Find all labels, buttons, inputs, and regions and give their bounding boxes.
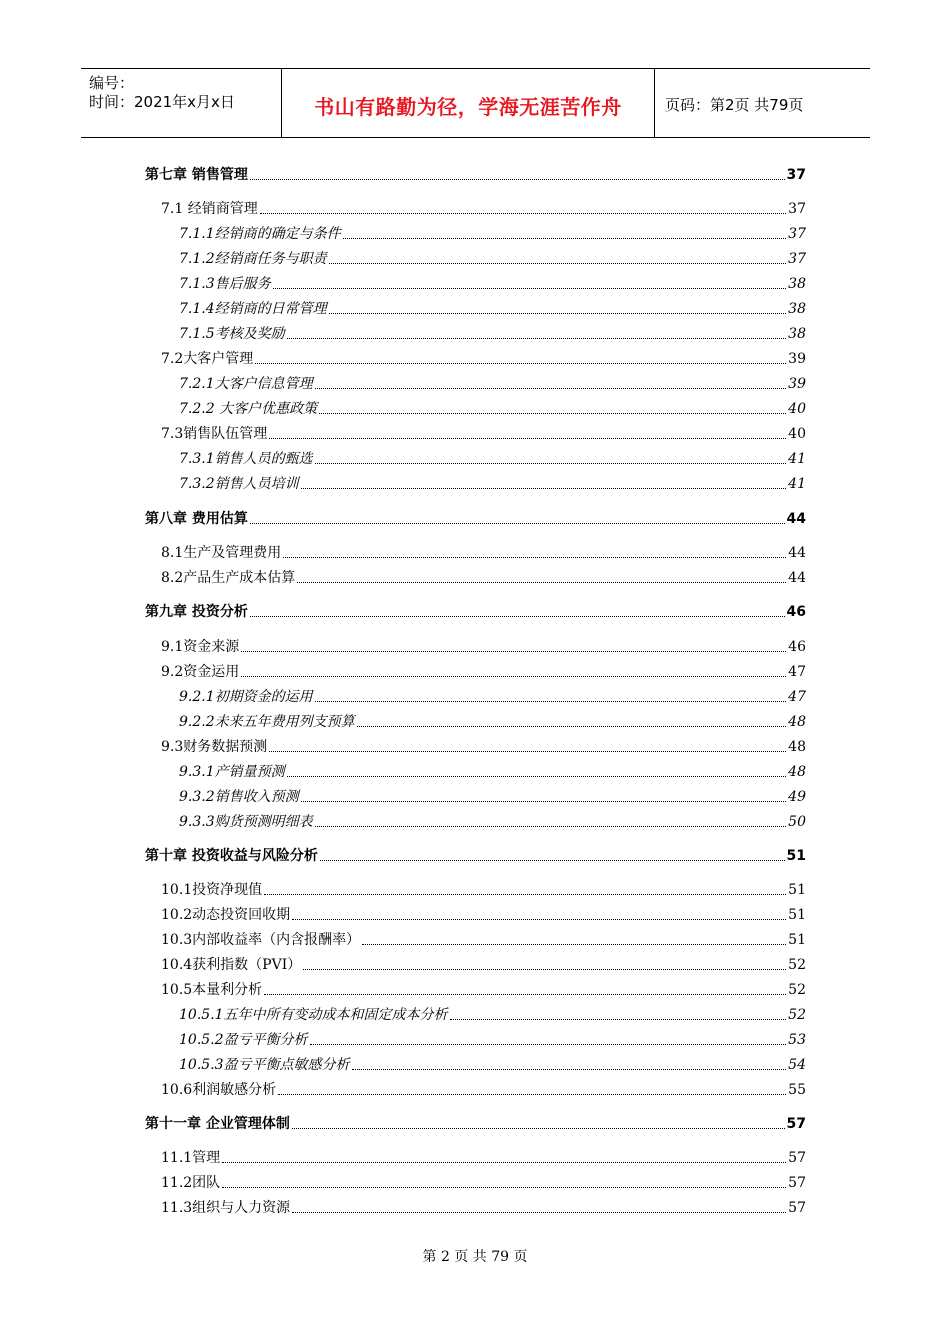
- toc-entry-title: 9.2.1初期资金的运用: [179, 689, 313, 705]
- toc-entry[interactable]: [145, 271, 806, 293]
- toc-dot-leader: [264, 994, 786, 995]
- toc-entry-page: 51: [788, 882, 806, 898]
- toc-entry-page: 46: [788, 639, 806, 655]
- toc-dot-leader: [292, 1212, 786, 1213]
- toc-dot-leader: [222, 1187, 786, 1188]
- toc-entry[interactable]: [145, 659, 806, 681]
- toc-entry[interactable]: [145, 162, 806, 184]
- toc-entry[interactable]: [145, 421, 806, 443]
- header-page-cell: [655, 69, 870, 137]
- toc-entry-title: 7.3.2销售人员培训: [179, 476, 299, 492]
- toc-entry-page: 38: [788, 326, 806, 342]
- toc-entry-page: 44: [786, 511, 806, 527]
- toc-entry-title: 7.1 经销商管理: [161, 201, 258, 217]
- toc-entry-page: 55: [788, 1082, 806, 1098]
- toc-entry-title: 7.2.1大客户信息管理: [179, 376, 313, 392]
- toc-entry[interactable]: [145, 1111, 806, 1133]
- toc-entry-page: 37: [786, 167, 806, 183]
- toc-dot-leader: [343, 238, 787, 239]
- toc-entry-title: 10.3内部收益率（内含报酬率）: [161, 932, 361, 948]
- toc-entry-page: 57: [786, 1116, 806, 1132]
- toc-dot-leader: [329, 263, 787, 264]
- toc-dot-leader: [450, 1019, 787, 1020]
- toc-entry-page: 52: [788, 957, 806, 973]
- toc-entry[interactable]: [145, 684, 806, 706]
- document-number-label: 编号：: [89, 74, 135, 92]
- toc-entry-page: 41: [788, 451, 806, 467]
- toc-entry[interactable]: [145, 1052, 806, 1074]
- toc-dot-leader: [297, 582, 786, 583]
- toc-entry-title: 8.1生产及管理费用: [161, 545, 282, 561]
- toc-entry-page: 37: [788, 251, 806, 267]
- toc-entry-page: 52: [788, 1007, 806, 1023]
- toc-entry[interactable]: [145, 565, 806, 587]
- header-motto-cell: [281, 69, 655, 137]
- toc-entry[interactable]: [145, 396, 806, 418]
- toc-dot-leader: [303, 969, 786, 970]
- toc-entry-page: 38: [788, 301, 806, 317]
- header-left-cell: [81, 69, 280, 137]
- toc-entry-page: 39: [788, 376, 806, 392]
- toc-entry-title: 7.1.2经销商任务与职责: [179, 251, 327, 267]
- toc-entry-title: 9.3.1产销量预测: [179, 764, 285, 780]
- toc-entry-title: 9.3.2销售收入预测: [179, 789, 299, 805]
- toc-dot-leader: [260, 213, 786, 214]
- toc-entry-page: 57: [788, 1200, 806, 1216]
- toc-dot-leader: [292, 1128, 785, 1129]
- toc-entry-page: 37: [788, 201, 806, 217]
- toc-entry-title: 10.2动态投资回收期: [161, 907, 291, 923]
- toc-entry-title: 8.2产品生产成本估算: [161, 570, 296, 586]
- toc-dot-leader: [352, 1069, 787, 1070]
- toc-dot-leader: [287, 338, 787, 339]
- page-footer: 第 2 页 共 79 页: [422, 1249, 528, 1265]
- toc-dot-leader: [329, 313, 787, 314]
- toc-entry[interactable]: [145, 221, 806, 243]
- toc-entry-title: 10.5.2盈亏平衡分析: [179, 1032, 308, 1048]
- toc-entry[interactable]: [145, 809, 806, 831]
- toc-entry[interactable]: [145, 1170, 806, 1192]
- toc-entry[interactable]: [145, 734, 806, 756]
- toc-entry-page: 51: [788, 907, 806, 923]
- toc-dot-leader: [241, 651, 786, 652]
- toc-entry-title: 11.3组织与人力资源: [161, 1200, 291, 1216]
- toc-dot-leader: [250, 179, 785, 180]
- toc-entry[interactable]: [145, 371, 806, 393]
- toc-entry-page: 50: [788, 814, 806, 830]
- toc-entry-title: 9.2.2未来五年费用列支预算: [179, 714, 355, 730]
- toc-entry[interactable]: [145, 952, 806, 974]
- toc-entry[interactable]: [145, 196, 806, 218]
- toc-entry[interactable]: [145, 296, 806, 318]
- toc-dot-leader: [250, 616, 785, 617]
- toc-dot-leader: [269, 751, 786, 752]
- toc-entry-page: 37: [788, 226, 806, 242]
- toc-entry[interactable]: [145, 927, 806, 949]
- toc-entry-page: 44: [788, 570, 806, 586]
- toc-entry[interactable]: [145, 1027, 806, 1049]
- toc-entry-page: 57: [788, 1150, 806, 1166]
- toc-entry[interactable]: [145, 784, 806, 806]
- toc-dot-leader: [315, 826, 787, 827]
- toc-entry[interactable]: [145, 1002, 806, 1024]
- toc-dot-leader: [357, 726, 787, 727]
- toc-entry-title: 10.5.3盈亏平衡点敏感分析: [179, 1057, 350, 1073]
- toc-entry-page: 52: [788, 982, 806, 998]
- toc-entry[interactable]: [145, 902, 806, 924]
- toc-entry-title: 第九章 投资分析: [145, 604, 248, 620]
- toc-entry-title: 第十章 投资收益与风险分析: [145, 848, 318, 864]
- toc-dot-leader: [362, 944, 786, 945]
- toc-entry[interactable]: [145, 1145, 806, 1167]
- document-header: [81, 68, 870, 138]
- header-motto: 书山有路勤为径，学海无涯苦作舟: [314, 95, 622, 119]
- toc-entry[interactable]: [145, 506, 806, 528]
- toc-entry-title: 7.2.2 大客户优惠政策: [179, 401, 318, 417]
- toc-entry-page: 40: [788, 426, 806, 442]
- toc-entry-title: 10.5本量利分析: [161, 982, 263, 998]
- toc-entry-title: 第七章 销售管理: [145, 167, 248, 183]
- toc-entry-title: 7.1.4经销商的日常管理: [179, 301, 327, 317]
- toc-entry-page: 48: [788, 714, 806, 730]
- toc-entry-page: 44: [788, 545, 806, 561]
- toc-entry-title: 第十一章 企业管理体制: [145, 1116, 290, 1132]
- toc-entry-title: 7.1.5考核及奖励: [179, 326, 285, 342]
- toc-entry-title: 10.1投资净现值: [161, 882, 263, 898]
- toc-dot-leader: [278, 1094, 786, 1095]
- toc-entry[interactable]: [145, 246, 806, 268]
- toc-dot-leader: [315, 463, 787, 464]
- header-page-number: 页码：第2页 共79页: [665, 96, 804, 114]
- toc-entry-title: 10.5.1五年中所有变动成本和固定成本分析: [179, 1007, 448, 1023]
- toc-entry-page: 47: [788, 689, 806, 705]
- toc-entry-title: 7.1.1经销商的确定与条件: [179, 226, 341, 242]
- toc-entry[interactable]: [145, 634, 806, 656]
- toc-entry-title: 7.1.3售后服务: [179, 276, 271, 292]
- toc-dot-leader: [222, 1162, 786, 1163]
- toc-dot-leader: [241, 676, 786, 677]
- toc-entry-page: 48: [788, 764, 806, 780]
- toc-entry[interactable]: [145, 471, 806, 493]
- toc-entry-title: 11.2团队: [161, 1175, 221, 1191]
- toc-dot-leader: [250, 523, 785, 524]
- toc-entry[interactable]: [145, 977, 806, 999]
- toc-entry-page: 49: [788, 789, 806, 805]
- toc-dot-leader: [273, 288, 787, 289]
- toc-entry[interactable]: [145, 1195, 806, 1217]
- toc-dot-leader: [301, 488, 787, 489]
- toc-entry-page: 53: [788, 1032, 806, 1048]
- toc-dot-leader: [269, 438, 786, 439]
- toc-entry-page: 46: [786, 604, 806, 620]
- toc-dot-leader: [292, 919, 786, 920]
- toc-dot-leader: [301, 801, 787, 802]
- toc-dot-leader: [320, 860, 785, 861]
- toc-dot-leader: [319, 413, 786, 414]
- toc-entry[interactable]: [145, 346, 806, 368]
- toc-entry-title: 10.4获利指数（PVI）: [161, 957, 302, 973]
- toc-entry-page: 41: [788, 476, 806, 492]
- toc-entry-page: 51: [788, 932, 806, 948]
- toc-dot-leader: [287, 776, 787, 777]
- toc-entry-title: 7.3.1销售人员的甄选: [179, 451, 313, 467]
- toc-entry-page: 38: [788, 276, 806, 292]
- toc-entry-page: 54: [788, 1057, 806, 1073]
- toc-dot-leader: [255, 363, 786, 364]
- toc-entry-page: 40: [788, 401, 806, 417]
- toc-entry-page: 47: [788, 664, 806, 680]
- toc-entry-title: 10.6利润敏感分析: [161, 1082, 277, 1098]
- toc-entry-page: 51: [786, 848, 806, 864]
- toc-entry[interactable]: [145, 709, 806, 731]
- toc-entry-page: 57: [788, 1175, 806, 1191]
- toc-entry-title: 7.2大客户管理: [161, 351, 254, 367]
- toc-entry-title: 9.2资金运用: [161, 664, 240, 680]
- document-date-label: 时间：2021年x月x日: [89, 93, 235, 111]
- toc-entry-title: 11.1管理: [161, 1150, 221, 1166]
- toc-entry[interactable]: [145, 446, 806, 468]
- toc-entry-title: 7.3销售队伍管理: [161, 426, 268, 442]
- toc-entry-title: 9.1资金来源: [161, 639, 240, 655]
- toc-dot-leader: [315, 388, 787, 389]
- toc-entry[interactable]: [145, 759, 806, 781]
- toc-entry[interactable]: [145, 599, 806, 621]
- toc-dot-leader: [283, 557, 786, 558]
- toc-dot-leader: [310, 1044, 787, 1045]
- toc-entry[interactable]: [145, 877, 806, 899]
- toc-dot-leader: [315, 701, 787, 702]
- toc-entry[interactable]: [145, 540, 806, 562]
- toc-entry-page: 48: [788, 739, 806, 755]
- toc-dot-leader: [264, 894, 786, 895]
- toc-entry[interactable]: [145, 1077, 806, 1099]
- toc-entry-title: 第八章 费用估算: [145, 511, 248, 527]
- toc-entry-page: 39: [788, 351, 806, 367]
- toc-entry-title: 9.3财务数据预测: [161, 739, 268, 755]
- toc-entry[interactable]: [145, 321, 806, 343]
- toc-entry-title: 9.3.3购货预测明细表: [179, 814, 313, 830]
- toc-entry[interactable]: [145, 843, 806, 865]
